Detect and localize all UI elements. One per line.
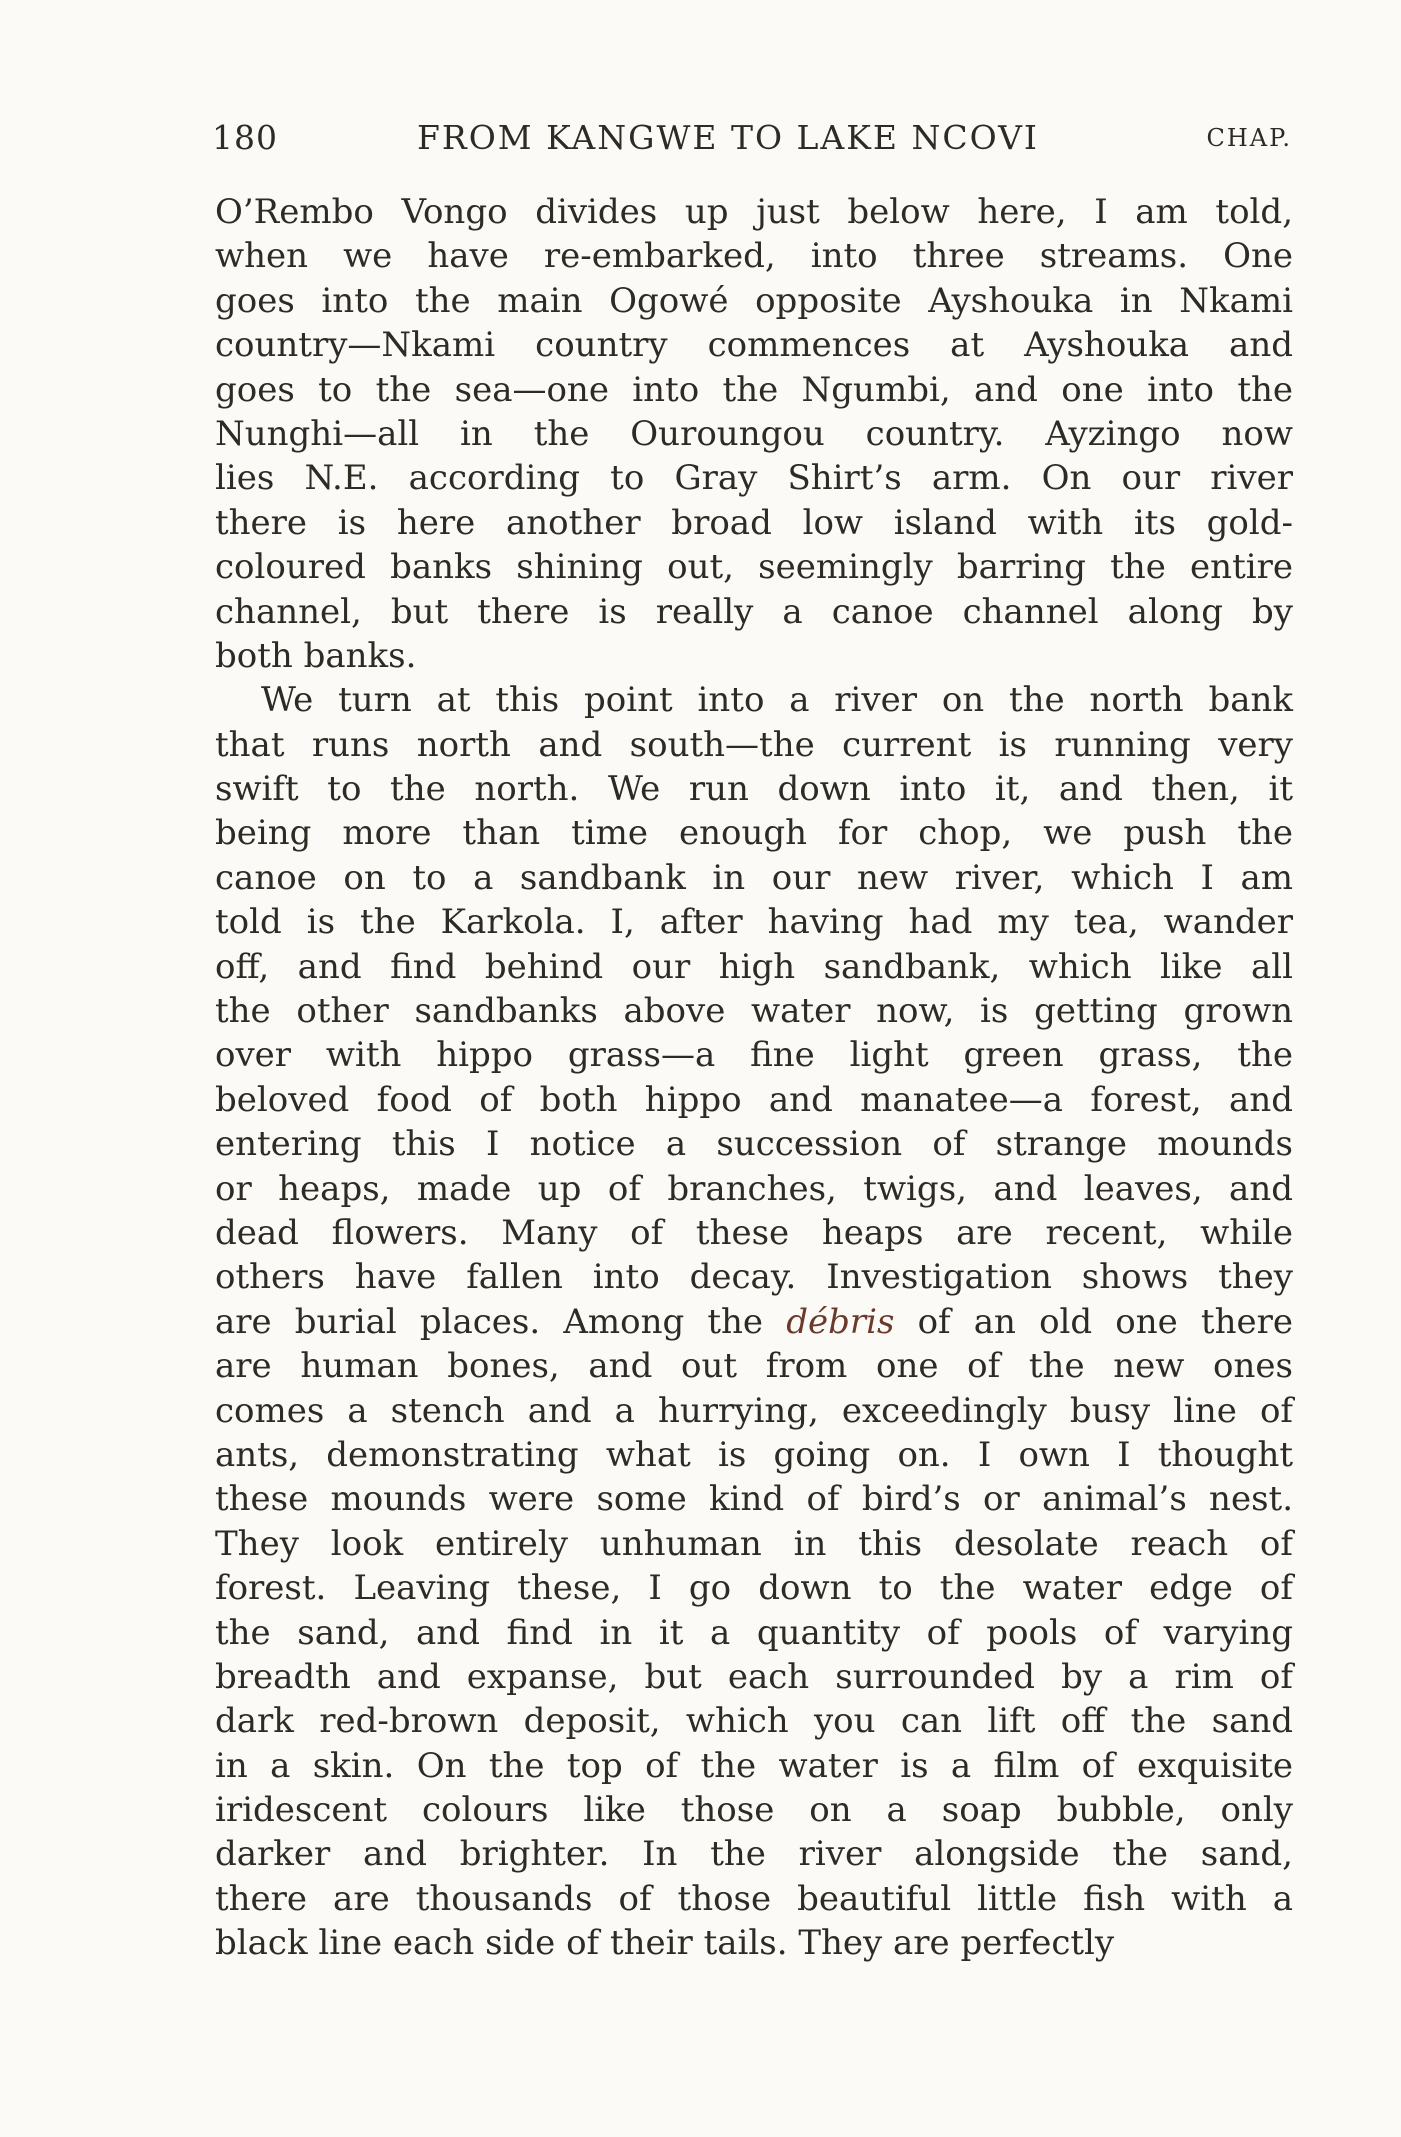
text-line: the sand, and find in it a quantity of pools of varying <box>215 1612 1293 1653</box>
text-line: both banks. <box>215 635 417 676</box>
text-line: that runs north and south—the current is running very <box>215 724 1293 765</box>
text-line: are burial places. Among the débris of an old one there <box>215 1301 1293 1342</box>
text-line: told is the Karkola. I, after having had my tea, wander <box>215 902 1293 943</box>
text-line: canoe on to a sandbank in our new river, which I am <box>215 857 1293 898</box>
text-line: Nunghi—all in the Ouroungou country. Ayzingo now <box>215 413 1293 454</box>
text-line: over with hippo grass—a fine light green grass, the <box>215 1035 1293 1076</box>
text-line: off, and find behind our high sandbank, which like all <box>215 946 1293 987</box>
page-number: 180 <box>212 118 278 157</box>
text-line: O’Rembo Vongo divides up just below here, I am told, <box>215 192 1293 232</box>
text-line: breadth and expanse, but each surrounded by a rim of <box>215 1656 1293 1697</box>
chapter-mark: CHAP. <box>1206 124 1292 152</box>
running-title: FROM KANGWE TO LAKE NCOVI <box>417 118 1039 157</box>
text-line: black line each side of their tails. They are perfectly <box>215 1923 1115 1964</box>
text-line: others have fallen into decay. Investigation shows they <box>215 1257 1293 1298</box>
text-line: there is here another broad low island with its gold- <box>215 502 1293 543</box>
italic-word: débris <box>786 1301 895 1342</box>
body-text <box>215 190 1293 1966</box>
text-line: or heaps, made up of branches, twigs, and leaves, and <box>215 1168 1293 1209</box>
text-line: lies N.E. according to Gray Shirt’s arm. On our river <box>215 458 1293 499</box>
text-line: beloved food of both hippo and manatee—a forest, and <box>215 1079 1293 1120</box>
page-header <box>212 118 1292 170</box>
text-line: ants, demonstrating what is going on. I own I thought <box>215 1434 1293 1475</box>
text-line: entering this I notice a succession of strange mounds <box>215 1124 1293 1165</box>
paragraph <box>215 190 1293 678</box>
text-line: dark red-brown deposit, which you can lift off the sand <box>215 1701 1293 1742</box>
text-line: forest. Leaving these, I go down to the water edge of <box>215 1568 1293 1609</box>
text-line: there are thousands of those beautiful little fish with a <box>215 1878 1293 1919</box>
paragraph <box>215 678 1293 1965</box>
text-line: comes a stench and a hurrying, exceedingly busy line of <box>215 1390 1293 1431</box>
text-line: darker and brighter. In the river alongside the sand, <box>215 1834 1293 1875</box>
text-line: They look entirely unhuman in this desolate reach of <box>215 1523 1293 1564</box>
text-line: iridescent colours like those on a soap bubble, only <box>215 1790 1293 1831</box>
text-line: the other sandbanks above water now, is getting grown <box>215 991 1293 1032</box>
text-line: these mounds were some kind of bird’s or animal’s nest. <box>215 1479 1293 1520</box>
text-line: being more than time enough for chop, we push the <box>215 813 1293 854</box>
text-line: country—Nkami country commences at Ayshouka and <box>215 325 1293 366</box>
text-line: dead flowers. Many of these heaps are recent, while <box>215 1212 1293 1253</box>
text-line: are human bones, and out from one of the new ones <box>215 1346 1293 1387</box>
text-line: We turn at this point into a river on the north bank <box>261 680 1293 721</box>
text-line: goes into the main Ogowé opposite Ayshouka in Nkami <box>215 280 1293 321</box>
text-line: in a skin. On the top of the water is a film of exquisite <box>215 1745 1293 1786</box>
text-line: when we have re-embarked, into three streams. One <box>215 236 1293 277</box>
text-line: coloured banks shining out, seemingly barring the entire <box>215 547 1293 588</box>
text-line: swift to the north. We run down into it, and then, it <box>215 769 1293 810</box>
text-line: goes to the sea—one into the Ngumbi, and one into the <box>215 369 1293 410</box>
text-line: channel, but there is really a canoe channel along by <box>215 591 1293 632</box>
